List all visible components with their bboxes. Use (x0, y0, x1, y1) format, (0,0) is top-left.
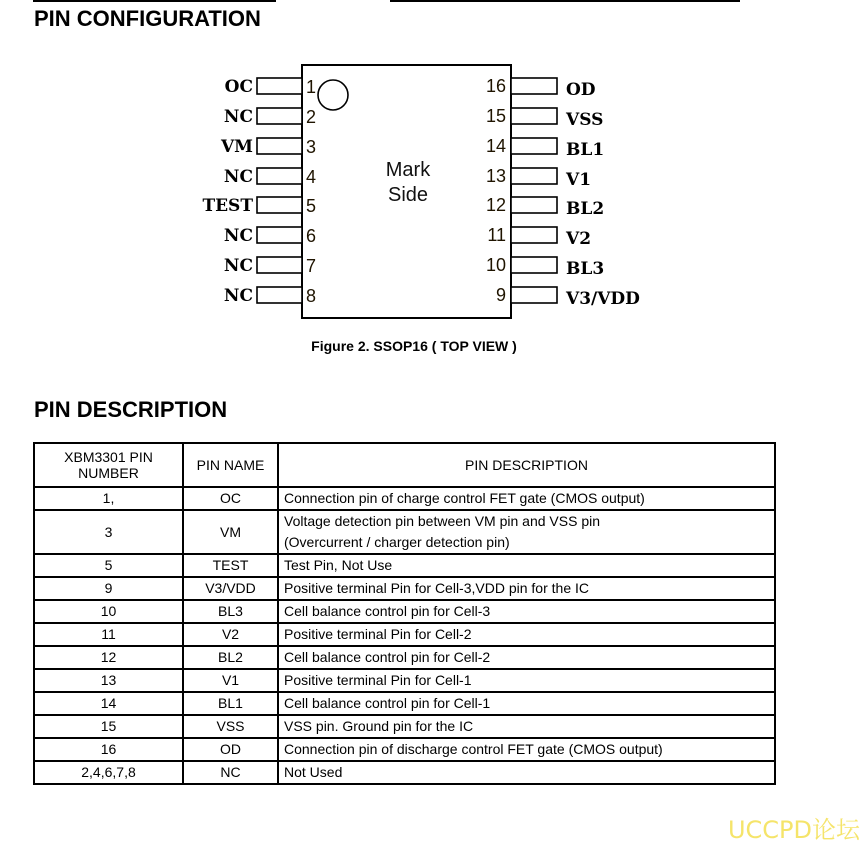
pin-5 (202, 196, 316, 216)
table-row (34, 623, 775, 646)
pin-name-label: VSS (566, 110, 604, 130)
pin-number-cell: 9 (34, 577, 183, 600)
mark-side-line1: Mark (385, 159, 431, 181)
pin-lead (511, 287, 557, 303)
pin-number-cell: 16 (34, 738, 183, 761)
pin-1 (225, 77, 316, 97)
pin-number-label: 7 (306, 256, 317, 276)
pin-number-label: 13 (485, 166, 506, 186)
pin-name-cell: BL3 (183, 600, 278, 623)
pin-name-label: NC (223, 167, 253, 187)
pin1-indicator (318, 80, 348, 110)
ssop16-pin-diagram (0, 0, 864, 330)
pin-description-cell (278, 577, 775, 600)
mark-side-line2: Side (387, 184, 429, 206)
pin-name-label: NC (223, 286, 253, 306)
description-line: Cell balance control pin for Cell-1 (284, 695, 491, 711)
description-line: Voltage detection pin between VM pin and VSS pin (284, 513, 600, 529)
pin-9 (496, 285, 640, 309)
watermark: UCCPD论坛 (727, 816, 860, 844)
pin-lead (511, 197, 557, 213)
pin-configuration-heading: PIN CONFIGURATION (34, 6, 261, 31)
pin-number-label: 6 (306, 226, 317, 246)
pin-lead (257, 138, 302, 154)
pin-6 (224, 226, 316, 246)
pin-description-heading: PIN DESCRIPTION (34, 397, 228, 422)
table-row (34, 577, 775, 600)
pin-number-label: 10 (485, 255, 506, 275)
description-line: Test Pin, Not Use (284, 557, 393, 573)
pin-number-cell: 5 (34, 554, 183, 577)
table-row (34, 510, 775, 554)
pin-name-label: BL1 (566, 140, 605, 160)
pin-lead (257, 108, 302, 124)
description-line: Not Used (284, 764, 343, 780)
pin-name-cell: VSS (183, 715, 278, 738)
description-line: Cell balance control pin for Cell-2 (284, 649, 491, 665)
table-header-row (34, 443, 775, 487)
pin-name-label: OD (566, 80, 596, 100)
pin-name-cell: V2 (183, 623, 278, 646)
pin-3 (220, 137, 316, 157)
pin-lead (511, 227, 557, 243)
pin-12 (486, 195, 604, 219)
pin-number-label: 15 (485, 106, 506, 126)
header-pin-number (34, 443, 183, 487)
pin-10 (486, 255, 604, 279)
table-row (34, 646, 775, 669)
header-pin-name: PIN NAME (183, 443, 278, 487)
pin-name-label: NC (223, 256, 253, 276)
pin-lead (257, 168, 302, 184)
pin-lead (511, 108, 557, 124)
description-line: Positive terminal Pin for Cell-3,VDD pin for the IC (284, 580, 589, 596)
table-row (34, 715, 775, 738)
pin-description-cell (278, 646, 775, 669)
pin-name-cell: OC (183, 487, 278, 510)
description-line: Positive terminal Pin for Cell-1 (284, 672, 472, 688)
pin-7 (224, 256, 316, 276)
pin-2 (224, 107, 316, 127)
description-line: Positive terminal Pin for Cell-2 (284, 626, 472, 642)
pin-name-label: BL2 (566, 199, 605, 219)
pin-number-label: 2 (306, 107, 317, 127)
pin-number-cell: 13 (34, 669, 183, 692)
description-line: Cell balance control pin for Cell-3 (284, 603, 491, 619)
pin-name-label: V3/VDD (566, 289, 640, 309)
pin-number-label: 11 (487, 225, 506, 245)
pin-name-cell: VM (183, 510, 278, 554)
pin-number-label: 8 (306, 286, 317, 306)
pin-description-cell (278, 669, 775, 692)
pin-description-cell (278, 692, 775, 715)
table-row (34, 738, 775, 761)
description-line: (Overcurrent / charger detection pin) (284, 534, 510, 550)
pin-number-label: 9 (495, 285, 506, 305)
left-pins (202, 77, 316, 306)
table-row (34, 554, 775, 577)
table-row (34, 600, 775, 623)
header-pin-number-line2: NUMBER (78, 465, 139, 481)
pin-description-cell (278, 623, 775, 646)
pin-name-cell: TEST (183, 554, 278, 577)
pin-13 (486, 166, 591, 190)
pin-number-cell: 15 (34, 715, 183, 738)
pin-number-cell: 12 (34, 646, 183, 669)
pin-name-label: BL3 (566, 259, 605, 279)
pin-number-label: 12 (485, 195, 506, 215)
pin-name-label: V1 (566, 170, 592, 190)
pin-lead (511, 257, 557, 273)
pin-name-cell: OD (183, 738, 278, 761)
pin-name-cell: BL2 (183, 646, 278, 669)
header-pin-number-line1: XBM3301 PIN (64, 449, 153, 465)
pin-14 (486, 136, 604, 160)
pin-number-label: 5 (306, 196, 317, 216)
figure-caption: Figure 2. SSOP16 ( TOP VIEW ) (311, 338, 517, 354)
pin-16 (486, 76, 596, 100)
pin-name-cell: NC (183, 761, 278, 784)
pin-number-label: 4 (306, 167, 317, 187)
pin-description-cell (278, 761, 775, 784)
pin-lead (257, 287, 302, 303)
pin-number-label: 1 (306, 77, 317, 97)
pin-lead (511, 78, 557, 94)
pin-name-label: OC (224, 77, 253, 97)
table-row (34, 669, 775, 692)
pin-lead (257, 197, 302, 213)
pin-4 (224, 167, 316, 187)
pin-description-cell (278, 487, 775, 510)
pin-number-cell: 2,4,6,7,8 (34, 761, 183, 784)
pin-name-label: TEST (202, 196, 253, 216)
pin-name-label: NC (223, 107, 253, 127)
description-line: VSS pin. Ground pin for the IC (284, 718, 474, 734)
pin-number-label: 16 (485, 76, 506, 96)
pin-11 (487, 225, 591, 249)
pin-description-cell (278, 600, 775, 623)
pin-name-cell: V3/VDD (183, 577, 278, 600)
pin-description-cell (278, 510, 775, 554)
pin-number-label: 14 (485, 136, 506, 156)
pin-description-cell (278, 554, 775, 577)
pin-name-label: V2 (566, 229, 592, 249)
pin-description-table (33, 442, 776, 785)
pin-lead (257, 78, 302, 94)
pin-number-cell: 14 (34, 692, 183, 715)
pin-number-cell: 1, (34, 487, 183, 510)
header-pin-description: PIN DESCRIPTION (278, 443, 775, 487)
description-line: Connection pin of charge control FET gate (CMOS output) (284, 490, 645, 506)
description-line: Connection pin of discharge control FET gate (CMOS output) (284, 741, 663, 757)
pin-description-cell (278, 715, 775, 738)
pin-description-cell (278, 738, 775, 761)
pin-number-cell: 10 (34, 600, 183, 623)
pin-name-cell: V1 (183, 669, 278, 692)
pin-lead (257, 257, 302, 273)
pin-number-cell: 11 (34, 623, 183, 646)
table-row (34, 692, 775, 715)
table-row (34, 487, 775, 510)
pin-number-cell: 3 (34, 510, 183, 554)
pin-name-label: VM (220, 137, 253, 157)
pin-lead (511, 138, 557, 154)
pin-15 (486, 106, 603, 130)
table-row (34, 761, 775, 784)
pin-lead (511, 168, 557, 184)
right-pins (486, 76, 640, 309)
pin-name-cell: BL1 (183, 692, 278, 715)
pin-8 (224, 286, 316, 306)
pin-name-label: NC (223, 226, 253, 246)
pin-number-label: 3 (306, 137, 317, 157)
pin-lead (257, 227, 302, 243)
